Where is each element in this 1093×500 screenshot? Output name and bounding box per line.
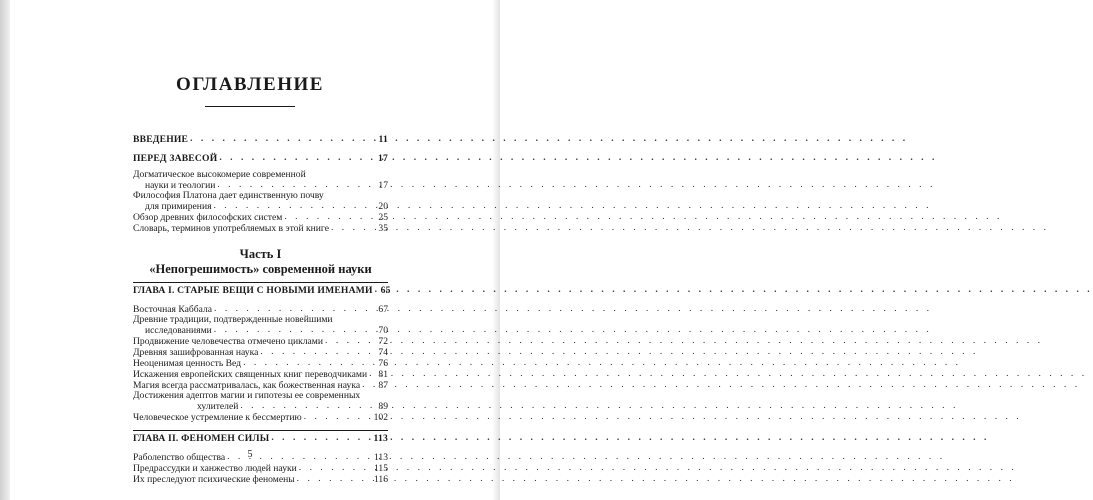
leader-dots (240, 401, 376, 411)
entry-page: 20 (378, 201, 388, 212)
leader-dots (325, 336, 376, 346)
entry-title-line: Древние традиции, подтвержденные новейшими (133, 314, 333, 325)
entry-title-line: Философия Платона дает единственную почву (133, 190, 324, 201)
entry-page: 113 (373, 452, 388, 463)
entry-title: Словарь, терминов употребляемых в этой книге (133, 223, 329, 234)
entry-page: 76 (378, 358, 388, 369)
leader-dots (299, 463, 372, 473)
leader-dots (214, 325, 376, 335)
entry-title: Раболепство общества (133, 452, 226, 463)
entry-title: Человеческое устремление к бессмертию (133, 412, 302, 423)
entry-title: Обзор древних философских систем (133, 212, 283, 223)
entry-title-line: исследованиями (145, 325, 212, 336)
toc-item-traditions (133, 315, 388, 336)
leader-dots (260, 347, 376, 357)
entry-page: 70 (378, 325, 388, 336)
chapter-rule (133, 430, 388, 431)
entry-title: Их преследуют психические феномены (133, 474, 295, 485)
table-of-contents (133, 134, 391, 485)
entry-page: 17 (378, 180, 388, 191)
entry-title: Древняя зашифрованная наука (133, 347, 259, 358)
leader-dots (214, 304, 376, 314)
leader-dots (217, 180, 376, 190)
leader-dots (214, 201, 377, 211)
part-number: Часть I (239, 247, 282, 261)
entry-page: 102 (373, 412, 388, 423)
leader-dots (297, 474, 372, 484)
entry-page: 81 (378, 369, 388, 380)
part-title: «Непогрешимость» современной науки (149, 261, 372, 276)
chapter-rule (133, 282, 388, 283)
toc-item-dogmatic (133, 170, 388, 191)
entry-title-line: науки и теологии (145, 180, 216, 191)
toc-item-adepts (133, 391, 388, 412)
leader-dots (331, 223, 376, 233)
entry-page: 89 (378, 401, 388, 412)
entry-title: ВВЕДЕНИЕ (133, 134, 189, 145)
entry-title: Магия всегда рассматривалась, как божественная наука (133, 380, 361, 391)
entry-title: Продвижение человечества отмечено циклами (133, 336, 324, 347)
entry-title: ГЛАВА II. ФЕНОМЕН СИЛЫ (133, 433, 270, 444)
book-page (0, 0, 500, 500)
leader-dots (362, 380, 376, 390)
entry-title: ПЕРЕД ЗАВЕСОЙ (133, 153, 218, 164)
leader-dots (369, 369, 376, 379)
leader-dots (219, 153, 376, 163)
leader-dots (284, 212, 376, 222)
entry-page: 113 (373, 433, 388, 444)
toc-item-glossary (133, 223, 388, 234)
entry-title: ГЛАВА I. СТАРЫЕ ВЕЩИ С НОВЫМИ ИМЕНАМИ (133, 285, 373, 296)
toc-item-plato (133, 191, 388, 212)
entry-page: 115 (373, 463, 388, 474)
toc-item-vedas (133, 358, 388, 369)
entry-title: Восточная Каббала (133, 304, 213, 315)
toc-item-psychic (133, 474, 388, 485)
entry-page: 11 (378, 134, 388, 145)
entry-title-line: для примирения (145, 201, 212, 212)
entry-title-line: Догматическое высокомерие современной (133, 169, 306, 180)
toc-entry-intro (133, 134, 388, 145)
title-rule (205, 106, 295, 107)
entry-title: Неоценимая ценность Вед (133, 358, 242, 369)
entry-title-line: хулителей (197, 401, 239, 412)
entry-title: Искажения европейских священных книг переводчиками (133, 369, 368, 380)
entry-page: 87 (378, 380, 388, 391)
entry-page: 116 (373, 474, 388, 485)
entry-title-line: Достижения адептов магии и гипотезы ее современных (133, 390, 361, 401)
entry-title: Предрассудки и ханжество людей науки (133, 463, 297, 474)
page-number: 5 (247, 449, 253, 460)
entry-page: 67 (378, 304, 388, 315)
leader-dots (190, 134, 376, 144)
toc-entry-chapter-1 (133, 285, 391, 296)
leader-dots (243, 358, 376, 368)
toc-item-distortions (133, 369, 388, 380)
entry-page: 17 (378, 153, 388, 164)
entry-page: 25 (378, 212, 388, 223)
toc-item-immortality (133, 412, 388, 423)
entry-page: 35 (378, 223, 388, 234)
page-title: ОГЛАВЛЕНИЕ (176, 74, 324, 95)
leader-dots (375, 285, 379, 295)
leader-dots (271, 433, 371, 443)
toc-entry-chapter-2 (133, 433, 388, 444)
entry-page: 74 (378, 347, 388, 358)
toc-entry-before-veil (133, 153, 388, 164)
entry-page: 65 (380, 285, 391, 296)
entry-page: 72 (378, 336, 388, 347)
leader-dots (304, 412, 372, 422)
